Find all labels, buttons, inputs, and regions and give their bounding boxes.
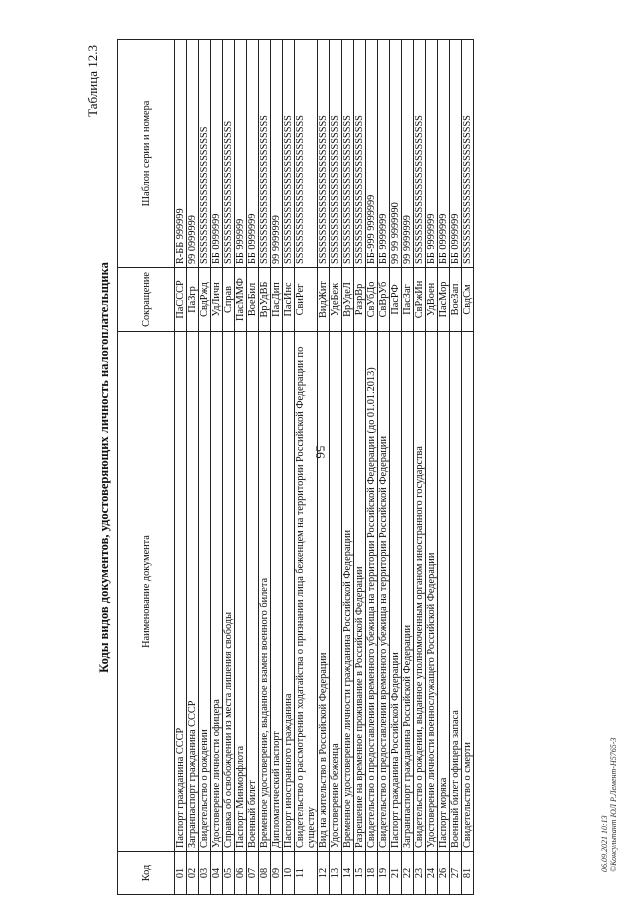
cell-tpl: ББ 0999999 <box>450 40 462 268</box>
cell-abbr: УдЛичн <box>211 268 223 332</box>
cell-name: Свидетельство о рассмотрении ходатайства о признании лица беженцем на территории Российской Федерации по существу <box>295 332 318 852</box>
cell-code: 27 <box>450 852 462 895</box>
cell-name: Удостоверение личности офицера <box>211 332 223 852</box>
cell-code: 12 <box>318 852 330 895</box>
cell-name: Временное удостоверение личности гражданина Российской Федерации <box>342 332 354 852</box>
cell-abbr: ВидЖит <box>318 268 330 332</box>
cell-name: Паспорт гражданина СССР <box>175 332 187 852</box>
cell-code: 01 <box>175 852 187 895</box>
footer-stamp <box>600 738 618 872</box>
cell-name: Дипломатический паспорт <box>271 332 283 852</box>
cell-abbr: ВрУдВБ <box>259 268 271 332</box>
cell-abbr: СвдРжд <box>199 268 211 332</box>
cell-name: Вид на жительство в Российской Федерации <box>318 332 330 852</box>
cell-name: Загранпаспорт гражданина СССР <box>187 332 199 852</box>
footer-date: 06.09.2021 10:13 <box>600 815 609 872</box>
table-row <box>342 40 354 895</box>
table-row <box>378 40 390 895</box>
cell-abbr: ВоеБил <box>247 268 259 332</box>
cell-tpl: SSSSSSSSSSSSSSSSSSSSSSSSSS <box>342 40 354 268</box>
cell-code: 13 <box>330 852 342 895</box>
cell-name: Свидетельство о смерти <box>462 332 474 852</box>
cell-name: Удостоверение беженца <box>330 332 342 852</box>
cell-code: 05 <box>223 852 235 895</box>
cell-code: 15 <box>354 852 366 895</box>
cell-abbr: ПасРФ <box>390 268 402 332</box>
cell-tpl: SSSSSSSSSSSSSSSSSSSSSSSSS <box>223 40 235 268</box>
cell-tpl: 99 9999999 <box>271 40 283 268</box>
cell-tpl: ББ 0999999 <box>211 40 223 268</box>
table-body <box>175 40 474 895</box>
table-row <box>390 40 402 895</box>
cell-code: 19 <box>378 852 390 895</box>
cell-abbr: УдеБеж <box>330 268 342 332</box>
cell-name: Разрешение на временное проживание в Российской Федерации <box>354 332 366 852</box>
cell-abbr: СвдСм <box>462 268 474 332</box>
table-row <box>366 40 378 895</box>
cell-tpl: ББ 0999999 <box>438 40 450 268</box>
cell-code: 06 <box>235 852 247 895</box>
table-number: Таблица 12.3 <box>85 45 100 117</box>
cell-code: 08 <box>259 852 271 895</box>
table-row <box>330 40 342 895</box>
cell-abbr: РазрВр <box>354 268 366 332</box>
cell-tpl: ББ 999999 <box>235 40 247 268</box>
cell-abbr: ПаСССР <box>175 268 187 332</box>
table-row <box>187 40 199 895</box>
rotated-page-content <box>85 40 580 895</box>
cell-abbr: СвУбДо <box>366 268 378 332</box>
cell-code: 14 <box>342 852 354 895</box>
cell-abbr: СвиРег <box>295 268 318 332</box>
cell-abbr: УдВоен <box>426 268 438 332</box>
table-row <box>211 40 223 895</box>
cell-name: Паспорт Минморфлота <box>235 332 247 852</box>
cell-code: 81 <box>462 852 474 895</box>
cell-name: Паспорт иностранного гражданина <box>283 332 295 852</box>
cell-code: 11 <box>295 852 318 895</box>
table-row <box>295 40 318 895</box>
cell-tpl: ББ 9999999 <box>426 40 438 268</box>
table-title: Коды видов документов, удостоверяющих личность налогоплательщика <box>97 262 111 673</box>
cell-code: 04 <box>211 852 223 895</box>
cell-code: 03 <box>199 852 211 895</box>
table-row <box>462 40 474 895</box>
cell-name: Удостоверение личности военнослужащего Российской Федерации <box>426 332 438 852</box>
cell-tpl: ББ 9999999 <box>378 40 390 268</box>
cell-tpl: ББ-999 9999999 <box>366 40 378 268</box>
cell-name: Паспорт моряка <box>438 332 450 852</box>
table-row <box>247 40 259 895</box>
table-row <box>283 40 295 895</box>
cell-tpl: 99 9999999 <box>402 40 414 268</box>
cell-code: 24 <box>426 852 438 895</box>
table-row <box>223 40 235 895</box>
cell-abbr: СвВрУб <box>378 268 390 332</box>
table-header-row <box>118 40 175 895</box>
cell-tpl: SSSSSSSSSSSSSSSSSSSSSSSSSS <box>462 40 474 268</box>
cell-abbr: Справ <box>223 268 235 332</box>
table-row <box>354 40 366 895</box>
table-row <box>259 40 271 895</box>
table-row <box>175 40 187 895</box>
page-number: 56 <box>313 445 328 459</box>
cell-code: 09 <box>271 852 283 895</box>
cell-abbr: ПасМор <box>438 268 450 332</box>
document-codes-table <box>117 39 474 895</box>
header-abbr: Сокращение <box>118 268 175 332</box>
cell-tpl: 99 0999999 <box>187 40 199 268</box>
cell-name: Военный билет офицера запаса <box>450 332 462 852</box>
cell-code: 18 <box>366 852 378 895</box>
cell-code: 22 <box>402 852 414 895</box>
cell-name: Временное удостоверение, выданное взамен военного билета <box>259 332 271 852</box>
cell-abbr: СвРжИн <box>414 268 426 332</box>
table-row <box>414 40 426 895</box>
table-row <box>199 40 211 895</box>
header-code: Код <box>118 852 175 895</box>
cell-abbr: ПаЗгр <box>187 268 199 332</box>
cell-tpl: ББ 0999999 <box>247 40 259 268</box>
header-name: Наименование документа <box>118 332 175 852</box>
header-template: Шаблон серии и номера <box>118 40 175 268</box>
cell-tpl: SSSSSSSSSSSSSSSSSSSSSSSSSS <box>259 40 271 268</box>
cell-code: 21 <box>390 852 402 895</box>
table-row <box>318 40 330 895</box>
cell-tpl: R-ББ 999999 <box>175 40 187 268</box>
cell-name: Свидетельство о предоставлении временного убежища на территории Российской Федерации (до 01.01.2013) <box>366 332 378 852</box>
cell-abbr: ВрУдеЛ <box>342 268 354 332</box>
table-row <box>450 40 462 895</box>
cell-tpl: SSSSSSSSSSSSSSSSSSSSSSSS <box>199 40 211 268</box>
cell-abbr: ПасИнс <box>283 268 295 332</box>
table-row <box>271 40 283 895</box>
cell-abbr: ВоеЗап <box>450 268 462 332</box>
table-row <box>438 40 450 895</box>
table-row <box>402 40 414 895</box>
cell-name: Паспорт гражданина Российской Федерации <box>390 332 402 852</box>
cell-name: Загранпаспорт гражданина Российской Федерации <box>402 332 414 852</box>
cell-tpl: 99 99 9999990 <box>390 40 402 268</box>
footer-source: ©Консультант ЮЛ Р.Лемент-Н5765-3 <box>609 737 618 872</box>
cell-code: 23 <box>414 852 426 895</box>
cell-tpl: SSSSSSSSSSSSSSSSSSSSSSSSSS <box>330 40 342 268</box>
cell-abbr: ПасЗаг <box>402 268 414 332</box>
cell-abbr: ПасММФ <box>235 268 247 332</box>
table-row <box>235 40 247 895</box>
cell-tpl: SSSSSSSSSSSSSSSSSSSSSSSSSS <box>295 40 318 268</box>
cell-code: 26 <box>438 852 450 895</box>
cell-name: Свидетельство о рождении <box>199 332 211 852</box>
cell-tpl: SSSSSSSSSSSSSSSSSSSSSSSSSS <box>283 40 295 268</box>
cell-name: Военный билет <box>247 332 259 852</box>
cell-name: Справка об освобождении из места лишения свободы <box>223 332 235 852</box>
cell-tpl: SSSSSSSSSSSSSSSSSSSSSSSSSS <box>414 40 426 268</box>
cell-code: 07 <box>247 852 259 895</box>
cell-tpl: SSSSSSSSSSSSSSSSSSSSSSSSSS <box>354 40 366 268</box>
cell-name: Свидетельство о предоставлении временного убежища на территории Российской Федерации <box>378 332 390 852</box>
cell-code: 02 <box>187 852 199 895</box>
cell-code: 10 <box>283 852 295 895</box>
cell-abbr: ПасДип <box>271 268 283 332</box>
cell-name: Свидетельство о рождении, выданное уполномоченным органом иностранного государства <box>414 332 426 852</box>
cell-tpl: SSSSSSSSSSSSSSSSSSSSSSSSSS <box>318 40 330 268</box>
table-row <box>426 40 438 895</box>
